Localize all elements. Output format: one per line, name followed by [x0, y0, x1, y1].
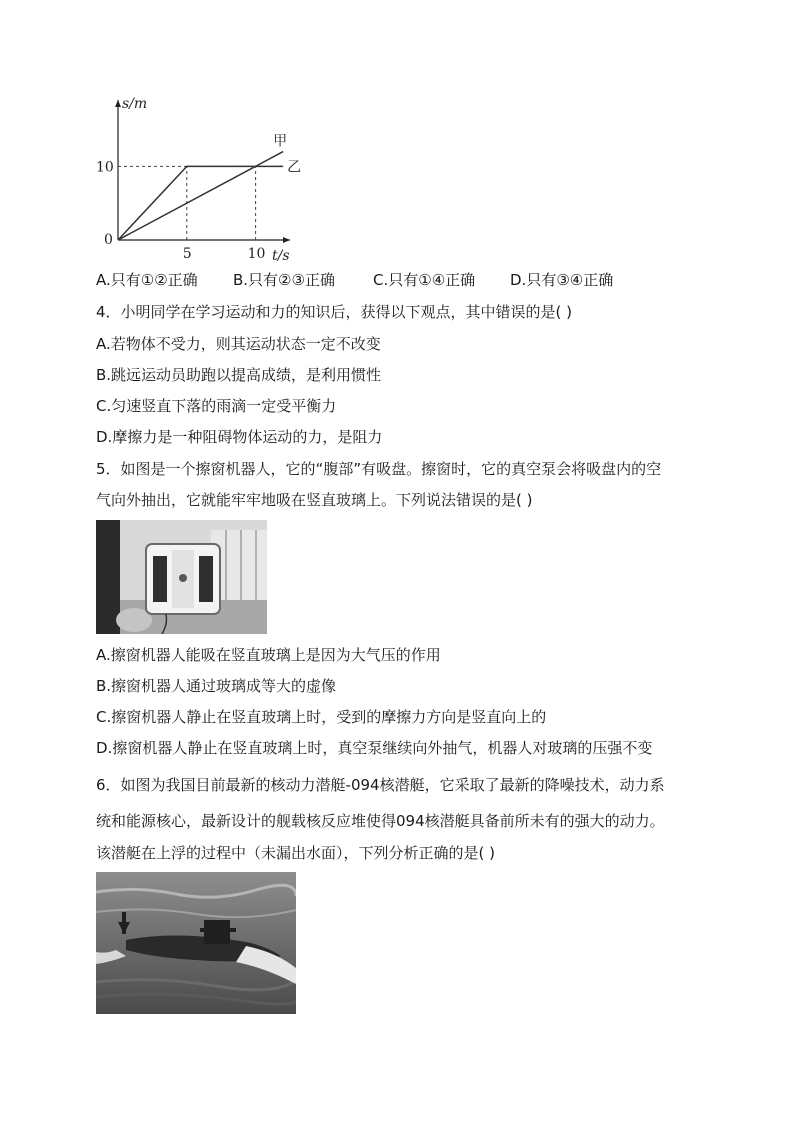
y-axis-label: s/m	[122, 96, 148, 112]
x-tick-label-2: 10	[247, 246, 266, 262]
q5-stem-line2: 气向外抽出，它就能牢牢地吸在竖直玻璃上。下列说法错误的是( )	[96, 491, 533, 509]
st-graph	[90, 92, 320, 267]
series-label-2: 乙	[287, 159, 302, 176]
window-robot-photo	[96, 520, 267, 634]
submarine-photo	[96, 872, 296, 1014]
y-tick-label-10: 10	[96, 159, 114, 176]
q3-option-a: A.只有①②正确	[96, 271, 198, 289]
q6-stem-line1: 6．如图为我国目前最新的核动力潜艇-094核潜艇，它采取了最新的降噪技术，动力系	[96, 776, 665, 794]
q4-option-d: D.摩擦力是一种阻碍物体运动的力，是阻力	[96, 428, 383, 446]
q3-options	[96, 270, 613, 290]
q5-option-d: D.擦窗机器人静止在竖直玻璃上时，真空泵继续向外抽气，机器人对玻璃的压强不变	[96, 739, 653, 757]
y-axis-arrow	[115, 100, 121, 107]
q4-stem: 4．小明同学在学习运动和力的知识后，获得以下观点，其中错误的是( )	[96, 303, 573, 321]
x-tick-label-1: 5	[182, 246, 192, 262]
q4-option-c: C.匀速竖直下落的雨滴一定受平衡力	[96, 397, 337, 415]
x-axis-arrow	[283, 237, 290, 243]
q5-stem-line1: 5．如图是一个擦窗机器人，它的“腹部”有吸盘。擦窗时，它的真空泵会将吸盘内的空	[96, 460, 662, 478]
q4-option-a: A.若物体不受力，则其运动状态一定不改变	[96, 335, 381, 353]
graph-axes	[115, 100, 290, 243]
q3-option-c: C.只有①④正确	[373, 271, 476, 289]
q5-option-c: C.擦窗机器人静止在竖直玻璃上时，受到的摩擦力方向是竖直向上的	[96, 708, 547, 726]
q6-stem-line2: 统和能源核心，最新设计的舰载核反应堆使得094核潜艇具备前所未有的强大的动力。	[96, 812, 665, 830]
q5-option-b: B.擦窗机器人通过玻璃成等大的虚像	[96, 677, 337, 695]
x-tick-label-0: 0	[104, 232, 113, 248]
q6-stem-line3: 该潜艇在上浮的过程中（未漏出水面），下列分析正确的是( )	[96, 844, 495, 862]
q5-option-a: A.擦窗机器人能吸在竖直玻璃上是因为大气压的作用	[96, 646, 441, 664]
graph-series	[118, 152, 283, 240]
series-line-1	[118, 152, 283, 240]
q4-option-b: B.跳远运动员助跑以提高成绩，是利用惯性	[96, 366, 382, 384]
series-line-2	[118, 166, 283, 240]
x-axis-label: t/s	[272, 248, 290, 264]
q3-option-d: D.只有③④正确	[510, 271, 614, 289]
series-label-1: 甲	[273, 133, 288, 150]
q3-option-b: B.只有②③正确	[233, 271, 335, 289]
graph-labels	[96, 96, 301, 264]
